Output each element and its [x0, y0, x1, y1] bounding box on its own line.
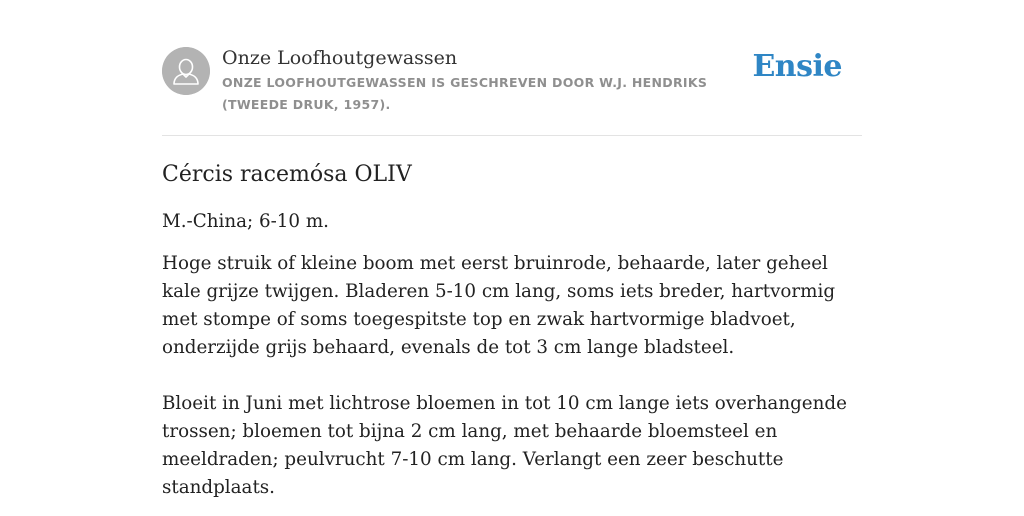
book-info	[222, 44, 762, 116]
book-description: ONZE LOOFHOUTGEWASSEN IS GESCHREVEN DOOR W.J. HENDRIKS (TWEEDE DRUK, 1957).	[222, 75, 708, 112]
user-icon	[162, 47, 210, 95]
book-header	[162, 44, 862, 134]
book-title[interactable]: Onze Loofhoutgewassen	[222, 47, 458, 69]
brand-logo[interactable]: Ensie	[752, 49, 842, 84]
entry-title: Cércis racemósa OLIV	[162, 162, 412, 187]
entry-paragraph: Bloeit in Juni met lichtrose bloemen in tot 10 cm lange iets overhangende trossen; bloemen tot bijna 2 cm lang, met behaarde bloemsteel en meeldraden; peulvrucht 7-10 cm lang. Verlangt een zeer beschutte standplaats.	[162, 393, 847, 498]
entry-paragraph: Hoge struik of kleine boom met eerst bruinrode, behaarde, later geheel kale grijze twijgen. Bladeren 5-10 cm lang, soms iets breder, hartvormig met stompe of soms toegespitste top en zwak hartvormige bladvoet, onderzijde grijs behaard, evenals de tot 3 cm lange bladsteel.	[162, 253, 836, 358]
divider	[162, 135, 862, 136]
entry-origin: M.-China; 6-10 m.	[162, 211, 329, 232]
entry-content	[162, 158, 867, 516]
